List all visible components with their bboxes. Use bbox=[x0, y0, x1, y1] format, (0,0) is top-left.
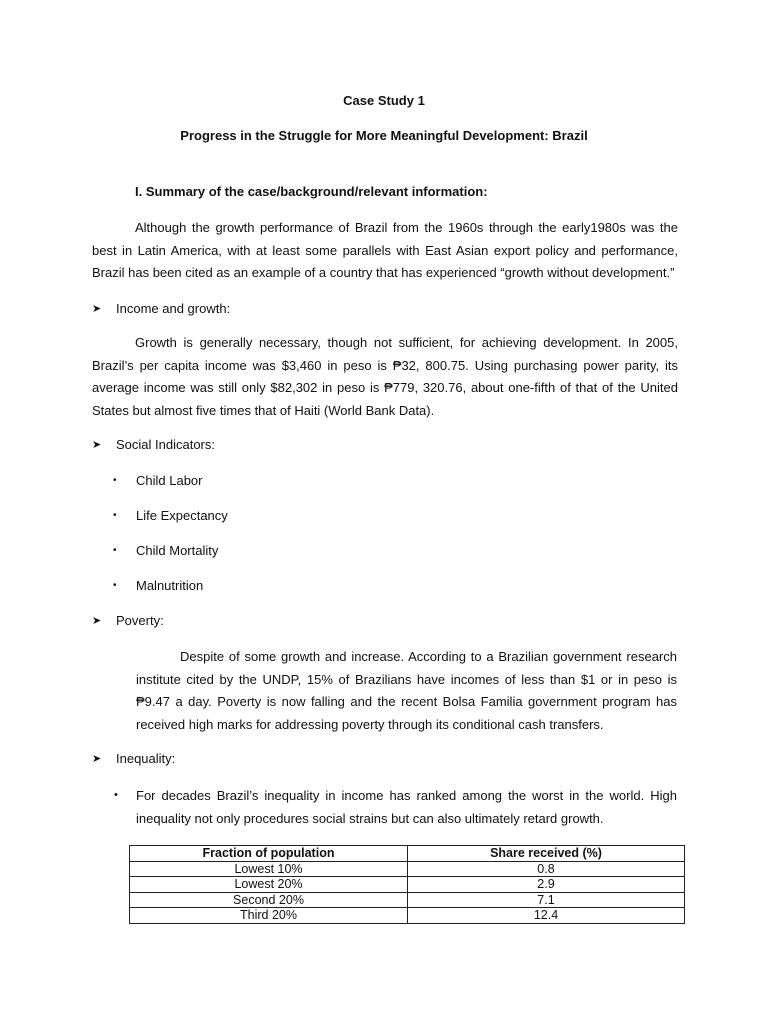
table-cell: Lowest 10% bbox=[130, 861, 408, 877]
table-cell: Lowest 20% bbox=[130, 877, 408, 893]
list-item: Life Expectancy bbox=[136, 508, 228, 523]
arrow-bullet-icon: ➤ bbox=[92, 303, 102, 315]
inequality-label: Inequality: bbox=[116, 751, 176, 766]
arrow-bullet-icon: ➤ bbox=[92, 753, 102, 765]
bullet-disc-icon: • bbox=[114, 789, 118, 801]
list-item: Child Labor bbox=[136, 473, 203, 488]
table-cell: 2.9 bbox=[408, 877, 685, 893]
poverty-label: Poverty: bbox=[116, 613, 164, 628]
intro-paragraph: Although the growth performance of Brazil from the 1960s through the early1980s was the best in Latin America, with at least some parallels with East Asian export policy and performance, Brazil has been cited as an example of a country that has experienced “growth without development.” bbox=[92, 220, 678, 280]
case-title: Case Study 1 bbox=[343, 93, 425, 108]
table-cell: 0.8 bbox=[408, 861, 685, 877]
column-header: Share received (%) bbox=[408, 846, 685, 862]
list-item: Child Mortality bbox=[136, 543, 219, 558]
table-row bbox=[130, 892, 685, 908]
arrow-bullet-icon: ➤ bbox=[92, 615, 102, 627]
bullet-dot-icon: • bbox=[113, 580, 117, 591]
poverty-paragraph: Despite of some growth and increase. According to a Brazilian government research institute cited by the UNDP, 15% of Brazilians have incomes of less than $1 or in peso is ₱9.47 a day. Poverty is now falling and the recent Bolsa Familia government program has received high marks for addressing poverty through its conditional cash transfers. bbox=[136, 649, 677, 732]
list-item: Malnutrition bbox=[136, 578, 204, 593]
section-heading: I. Summary of the case/background/relevant information: bbox=[135, 184, 488, 199]
column-header: Fraction of population bbox=[130, 846, 408, 862]
social-label: Social Indicators: bbox=[116, 437, 215, 452]
inequality-paragraph: For decades Brazil’s inequality in income has ranked among the worst in the world. High inequality not only procedures social strains but can also ultimately retard growth. bbox=[136, 788, 677, 826]
arrow-bullet-icon: ➤ bbox=[92, 439, 102, 451]
case-subtitle: Progress in the Struggle for More Meaningful Development: Brazil bbox=[180, 128, 588, 143]
income-paragraph: Growth is generally necessary, though not sufficient, for achieving development. In 2005, Brazil’s per capita income was $3,460 in peso is ₱32, 800.75. Using purchasing power parity, its average income was still only $82,302 in peso is ₱779, 320.76, about one-fifth of that of the United States but almost five times that of Haiti (World Bank Data). bbox=[92, 335, 678, 418]
table-row bbox=[130, 861, 685, 877]
bullet-dot-icon: • bbox=[113, 545, 117, 556]
table-row bbox=[130, 908, 685, 924]
table-cell: 7.1 bbox=[408, 892, 685, 908]
income-share-table bbox=[129, 845, 685, 924]
table-row bbox=[130, 877, 685, 893]
table-header-row bbox=[130, 846, 685, 862]
table-cell: Second 20% bbox=[130, 892, 408, 908]
income-label: Income and growth: bbox=[116, 301, 231, 316]
bullet-dot-icon: • bbox=[113, 475, 117, 486]
bullet-dot-icon: • bbox=[113, 510, 117, 521]
table-cell: 12.4 bbox=[408, 908, 685, 924]
table-cell: Third 20% bbox=[130, 908, 408, 924]
